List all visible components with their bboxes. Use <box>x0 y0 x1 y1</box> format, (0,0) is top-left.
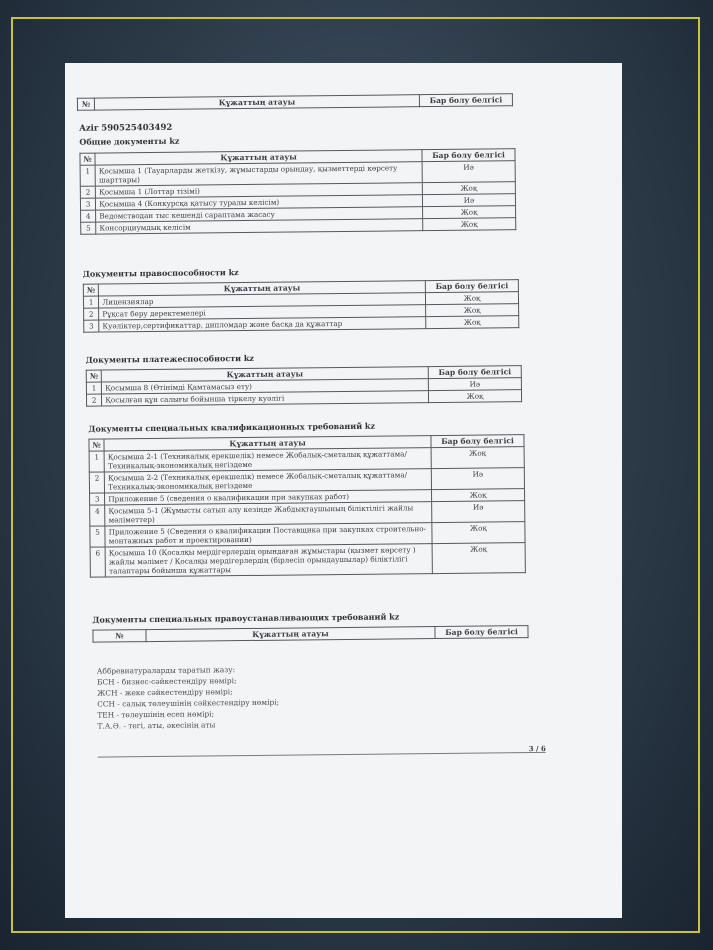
col-name-header: Құжаттың атауы <box>104 436 431 451</box>
footer-rule <box>98 752 546 758</box>
table-special-legal <box>92 625 528 643</box>
table-qualification <box>88 434 525 578</box>
presence-mark: Жоқ <box>428 390 521 403</box>
section-title-qualification: Документы специальных квалификационных требований kz <box>88 420 376 434</box>
abbreviations-title: Аббревиатураларды таратып жазу: <box>96 665 236 676</box>
row-number: 1 <box>80 165 95 186</box>
col-mark-header: Бар болу белгісі <box>435 626 528 639</box>
row-number: 3 <box>90 493 105 505</box>
abbreviation-line: ЖСН - жеке сәйкестендіру нөмірі; <box>97 687 233 698</box>
presence-mark: Иә <box>431 468 524 490</box>
document-name: Қосымша 10 (Қосалқы мердігерлердің орындаған жұмыстары (қызмет көрсету ) жайлы мәлімет / Қосалқы мердігерлердің (бірлесіп орындаушылар) біліктілігі талаптары бойынша құжаттары <box>105 544 432 577</box>
document-name: Қосымша 4 (Конкурсқа қатысу туралы келісім) <box>96 195 423 210</box>
col-num-header: № <box>83 284 98 296</box>
row-number: 5 <box>81 222 96 234</box>
document-name: Қосымша 1 (Тауарларды жеткізу, жұмыстарды орындау, қызметтерді көрсету шарттары) <box>95 162 422 186</box>
row-number: 5 <box>90 526 105 547</box>
document-name: Консорциумдық келісім <box>96 219 423 234</box>
section-title-solvency: Документы платежеспособности kz <box>85 352 254 365</box>
document-name: Қосымша 5-1 (Жұмысты сатып алу кезінде Жабдықтаушының біліктілігі жайлы мәліметтер) <box>105 502 432 526</box>
col-mark-header: Бар болу белгісі <box>431 435 524 448</box>
row-number: 6 <box>90 547 106 577</box>
col-mark-header: Бар болу белгісі <box>422 149 515 162</box>
col-name-header: Құжаттың атауы <box>95 150 422 165</box>
section-title-special-legal: Документы специальных правоустанавливающих требований kz <box>92 611 400 625</box>
presence-mark: Жоқ <box>422 182 515 195</box>
document-name: Қосымша 8 (Өтінімді Қамтамасыз ету) <box>102 379 429 394</box>
document-name: Лицензиялар <box>99 293 426 308</box>
document-name: Рұқсат беру деректемелері <box>99 305 426 320</box>
document-content <box>65 63 622 918</box>
row-number: 4 <box>81 210 96 222</box>
presence-mark: Жоқ <box>423 206 516 219</box>
document-name: Қосымша 2-2 (Техникалық ерекшелік) немесе Жобалық-сметалық құжаттама/Техникалық-экономикалық негіздеме <box>105 469 432 493</box>
abbreviation-line: ТЕН - төлеушінің есеп нөмірі; <box>97 709 215 720</box>
col-mark-header: Бар болу белгісі <box>428 366 521 379</box>
table-row <box>90 543 525 578</box>
row-number: 2 <box>84 308 99 320</box>
abbreviation-line: Т.А.Ә. - тегі, аты, әкесінің аты <box>97 720 216 731</box>
section-title-general: Общие документы kz <box>79 135 180 147</box>
row-number: 2 <box>80 186 95 198</box>
section-title-legal-capacity: Документы правоспособности kz <box>82 267 239 279</box>
col-name-header: Құжаттың атауы <box>99 281 426 296</box>
abbreviation-line: ССН - салық төлеушінің сәйкестендіру нөмірі; <box>97 697 280 709</box>
document-name: Приложение 5 (Сведения о квалификации Поставщика при закупках строительно-монтажных работ и проектировании) <box>105 523 432 547</box>
document-name: Қосымша 1 (Лоттар тізімі) <box>96 183 423 198</box>
document-name: Қосылған құн салығы бойынша тіркелу куәлігі <box>102 391 429 406</box>
document-page <box>65 63 622 918</box>
col-name-header: Құжаттың атауы <box>101 367 428 382</box>
bin-line: Azir 590525403492 <box>79 122 173 134</box>
row-number: 4 <box>90 505 105 526</box>
presence-mark: Жоқ <box>426 316 519 329</box>
col-num-header: № <box>93 630 146 643</box>
presence-mark: Жоқ <box>423 218 516 231</box>
presence-mark: Жоқ <box>432 543 525 574</box>
presence-mark: Иә <box>428 378 521 391</box>
col-mark-header: Бар болу белгісі <box>419 94 512 107</box>
presence-mark: Иә <box>422 194 515 207</box>
abbreviation-line: БСН - бизнес-сәйкестендіру нөмірі; <box>96 676 237 687</box>
row-number: 1 <box>89 451 104 472</box>
header-table <box>77 93 513 111</box>
document-name: Қосымша 2-1 (Техникалық ерекшелік) немесе Жобалық-сметалық құжаттама/Техникалық-экономикалық негіздеме <box>104 448 431 472</box>
col-num-header: № <box>80 153 95 165</box>
table-legal-capacity <box>83 279 519 333</box>
document-name: Ведомстводан тыс кешенді сараптама жасасу <box>96 207 423 222</box>
row-number: 2 <box>89 472 104 493</box>
row-number: 1 <box>86 382 101 394</box>
presence-mark: Иә <box>422 161 515 183</box>
presence-mark: Жоқ <box>426 304 519 317</box>
row-number: 3 <box>80 198 95 210</box>
row-number: 3 <box>84 320 99 332</box>
col-num-header: № <box>89 439 104 451</box>
row-number: 2 <box>86 394 101 406</box>
col-mark-header: Бар болу белгісі <box>425 280 518 293</box>
page-number: 3 / 6 <box>528 743 546 754</box>
table-general <box>79 148 516 235</box>
col-num-header: № <box>77 98 94 110</box>
presence-mark: Иә <box>432 501 525 523</box>
table-solvency <box>86 365 522 407</box>
col-name-header: Құжаттың атауы <box>94 95 419 110</box>
document-name: Куәліктер,сертификаттар, дипломдар және басқа да құжаттар <box>99 317 426 332</box>
abbreviations-block <box>97 664 280 732</box>
row-number: 1 <box>83 296 98 308</box>
col-num-header: № <box>86 370 101 382</box>
presence-mark: Жоқ <box>431 489 524 502</box>
document-name: Приложение 5 (сведения о квалификации при закупках работ) <box>105 490 432 505</box>
presence-mark: Жоқ <box>432 522 525 544</box>
col-name-header: Құжаттың атауы <box>146 627 435 642</box>
presence-mark: Жоқ <box>425 292 518 305</box>
presence-mark: Жоқ <box>431 447 524 469</box>
